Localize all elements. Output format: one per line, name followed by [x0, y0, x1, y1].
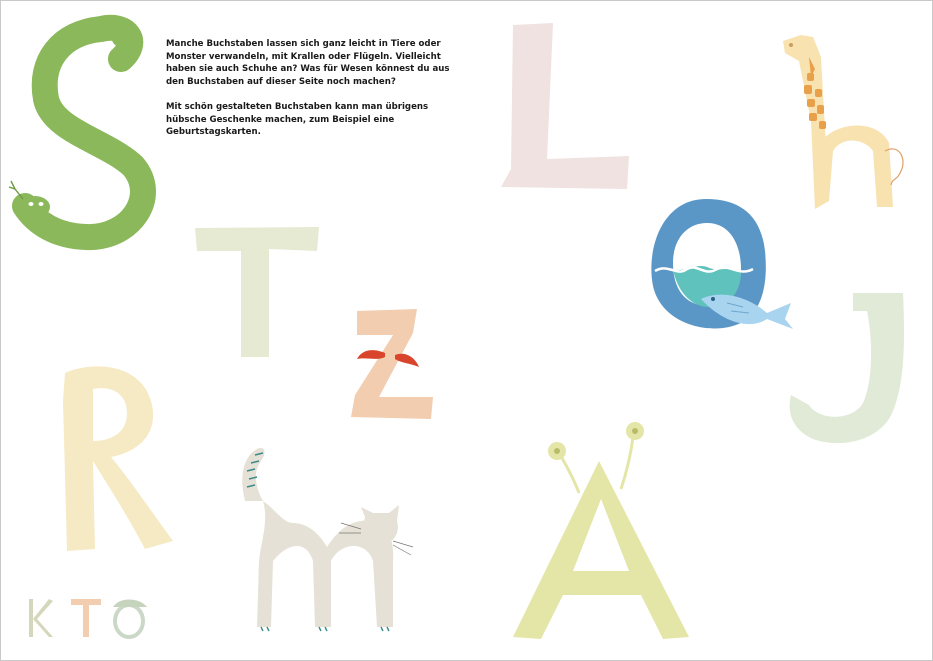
intro-text — [166, 38, 466, 151]
intro-paragraph-2: Mit schön gestalteten Buchstaben kann man übrigens hübsche Geschenke machen, zum Beispiel eine Geburtstagskarten. — [166, 101, 429, 138]
winged-letter-z — [351, 309, 433, 419]
cat-letter-m — [242, 448, 413, 631]
intro-paragraph-1: Manche Buchstaben lassen sich ganz leicht in Tiere oder Monster verwandeln, mit Krallen oder Flügeln. Vielleicht haben sie auch Schuhe an? Was für Wesen könnest du aus den Buchstaben auf dieser Seite noch machen? — [166, 39, 450, 87]
fish-letter-q — [651, 199, 793, 329]
giraffe-letter-h — [783, 35, 903, 209]
mini-letters-kto — [29, 599, 147, 637]
big-letter-j — [790, 293, 904, 443]
big-letter-l — [501, 23, 629, 189]
letter-illustrations — [1, 1, 932, 660]
big-letter-t — [195, 227, 319, 357]
big-letter-r — [63, 366, 173, 551]
snake-letter-s — [9, 28, 143, 237]
snail-letter-a-umlaut — [513, 422, 689, 639]
